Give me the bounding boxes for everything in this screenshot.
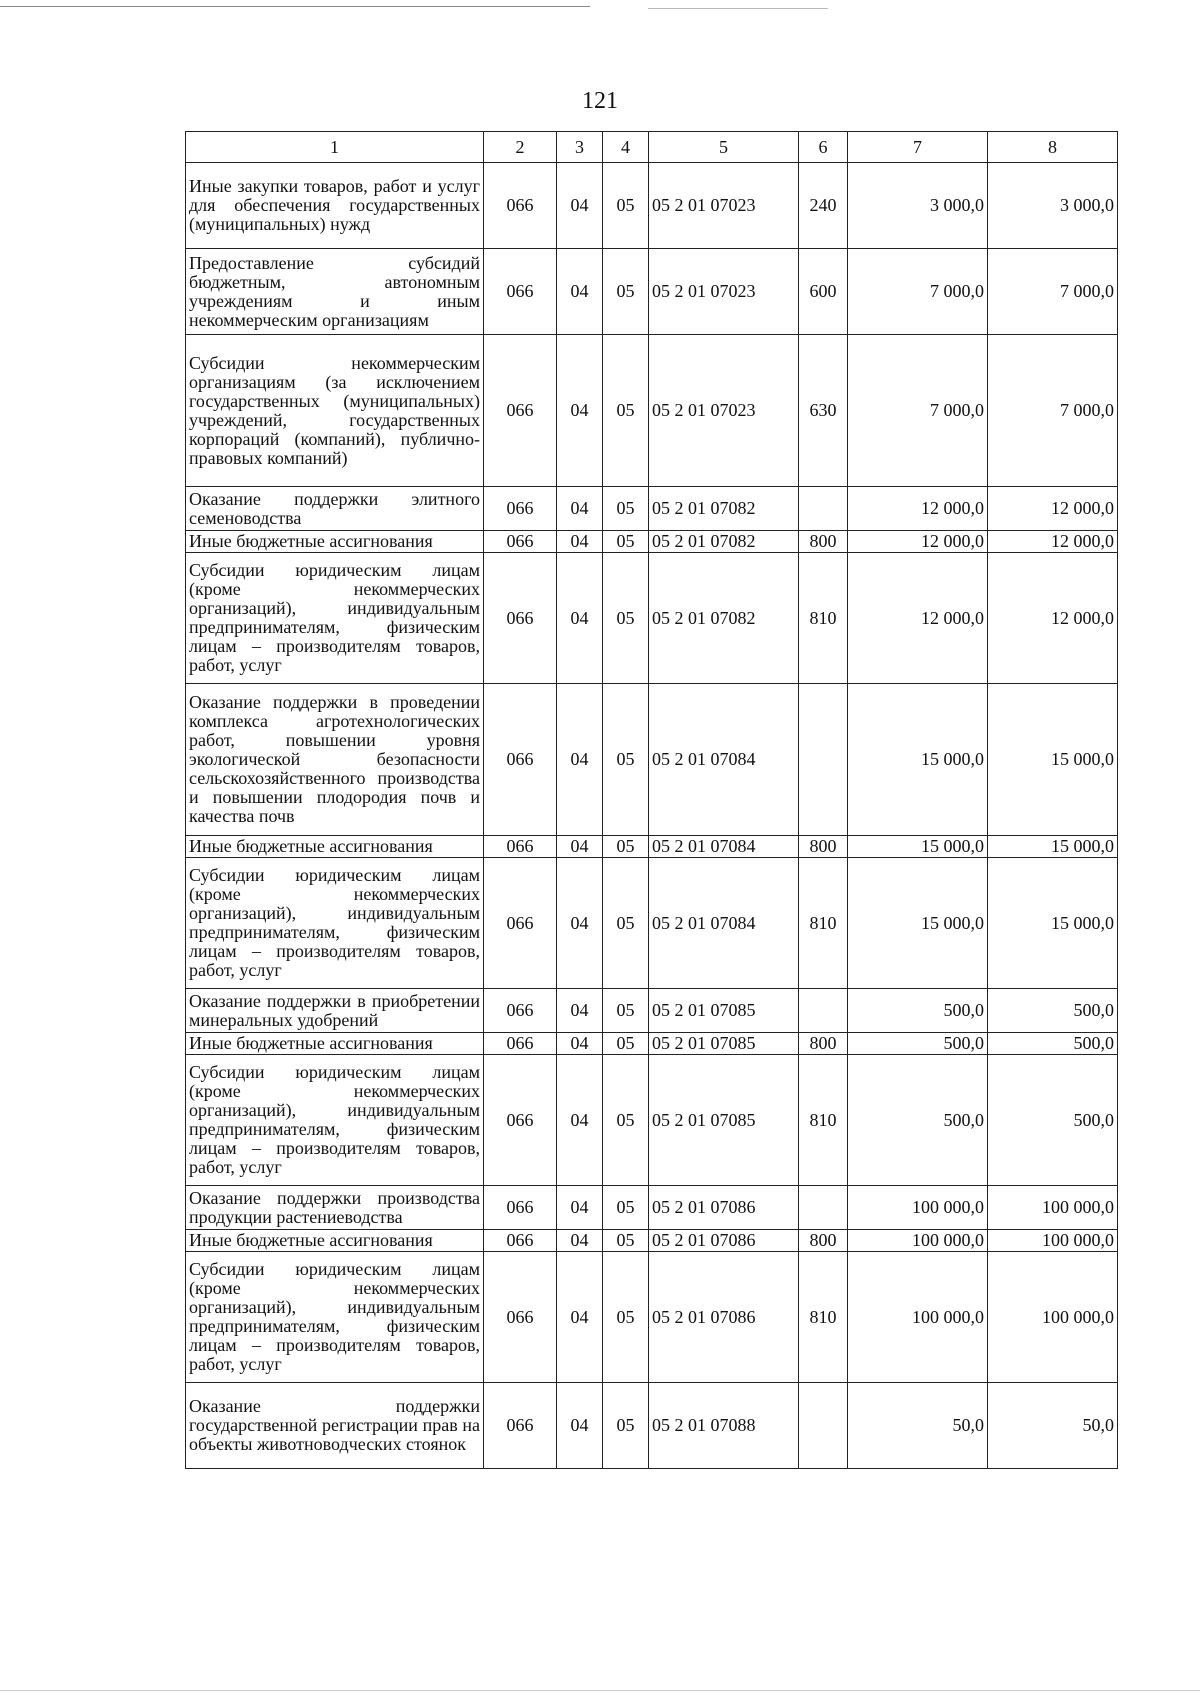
row-code-subsection: 05 [603,836,649,858]
row-code-subsection: 05 [603,858,649,989]
row-code-section: 04 [557,531,603,553]
row-code-ministry: 066 [484,487,557,531]
row-amount-year2: 100 000,0 [988,1252,1118,1383]
row-code-ministry: 066 [484,249,557,335]
row-amount-year1: 15 000,0 [848,684,988,836]
table-row [186,163,1118,249]
row-amount-year1: 100 000,0 [848,1252,988,1383]
row-code-target: 05 2 01 07088 [649,1383,799,1469]
row-code-section: 04 [557,836,603,858]
row-name: Иные закупки товаров, работ и услуг для обеспечения государственных (муниципальных) нужд [186,163,484,249]
row-name: Субсидии юридическим лицам (кроме некоммерческих организаций), индивидуальным предпринимателям, физическим лицам – производителям товаров, работ, услуг [186,1252,484,1383]
row-code-ministry: 066 [484,858,557,989]
row-code-subsection: 05 [603,1252,649,1383]
row-amount-year1: 7 000,0 [848,335,988,487]
header-col-6: 6 [799,132,848,163]
row-amount-year1: 12 000,0 [848,531,988,553]
row-code-ministry: 066 [484,531,557,553]
row-code-target: 05 2 01 07023 [649,335,799,487]
row-code-target: 05 2 01 07085 [649,1055,799,1186]
row-amount-year1: 100 000,0 [848,1230,988,1252]
row-amount-year2: 7 000,0 [988,249,1118,335]
row-amount-year2: 100 000,0 [988,1230,1118,1252]
row-amount-year1: 50,0 [848,1383,988,1469]
row-amount-year2: 500,0 [988,1055,1118,1186]
header-col-2: 2 [484,132,557,163]
scan-edge-top-right [648,8,828,9]
row-code-target: 05 2 01 07084 [649,684,799,836]
table-row [186,553,1118,684]
row-amount-year1: 500,0 [848,1055,988,1186]
row-code-section: 04 [557,1033,603,1055]
row-name: Оказание поддержки в приобретении минеральных удобрений [186,989,484,1033]
row-amount-year2: 500,0 [988,989,1118,1033]
row-name: Иные бюджетные ассигнования [186,1230,484,1252]
row-amount-year1: 15 000,0 [848,836,988,858]
row-code-subsection: 05 [603,249,649,335]
table-row [186,1252,1118,1383]
row-code-section: 04 [557,335,603,487]
row-amount-year1: 100 000,0 [848,1186,988,1230]
row-code-expense-type: 810 [799,1055,848,1186]
row-code-subsection: 05 [603,1055,649,1186]
row-code-expense-type: 800 [799,531,848,553]
row-code-expense-type [799,989,848,1033]
row-code-ministry: 066 [484,1230,557,1252]
row-code-subsection: 05 [603,531,649,553]
row-code-expense-type: 630 [799,335,848,487]
row-code-target: 05 2 01 07084 [649,858,799,989]
row-code-ministry: 066 [484,1186,557,1230]
row-name: Оказание поддержки элитного семеноводства [186,487,484,531]
row-amount-year2: 12 000,0 [988,531,1118,553]
table-row [186,836,1118,858]
row-code-subsection: 05 [603,1383,649,1469]
row-code-section: 04 [557,163,603,249]
row-code-section: 04 [557,1383,603,1469]
table-row [186,487,1118,531]
row-code-ministry: 066 [484,1383,557,1469]
table-row [186,249,1118,335]
budget-table [185,131,1118,1469]
row-code-target: 05 2 01 07086 [649,1186,799,1230]
row-amount-year1: 15 000,0 [848,858,988,989]
row-code-target: 05 2 01 07023 [649,163,799,249]
row-code-section: 04 [557,1252,603,1383]
table-row [186,531,1118,553]
row-code-ministry: 066 [484,1055,557,1186]
header-col-4: 4 [603,132,649,163]
header-col-5: 5 [649,132,799,163]
row-code-target: 05 2 01 07082 [649,553,799,684]
table-row [186,1186,1118,1230]
header-row [186,132,1118,163]
row-code-section: 04 [557,553,603,684]
row-code-target: 05 2 01 07082 [649,531,799,553]
row-code-expense-type [799,487,848,531]
row-code-expense-type: 240 [799,163,848,249]
row-name: Предоставление субсидий бюджетным, автономным учреждениям и иным некоммерческим организациям [186,249,484,335]
row-code-target: 05 2 01 07086 [649,1230,799,1252]
row-code-subsection: 05 [603,335,649,487]
row-amount-year2: 15 000,0 [988,858,1118,989]
row-code-target: 05 2 01 07082 [649,487,799,531]
row-code-expense-type: 600 [799,249,848,335]
row-code-subsection: 05 [603,163,649,249]
header-col-7: 7 [848,132,988,163]
header-col-8: 8 [988,132,1118,163]
row-amount-year1: 500,0 [848,1033,988,1055]
row-amount-year2: 12 000,0 [988,553,1118,684]
row-amount-year2: 3 000,0 [988,163,1118,249]
row-name: Оказание поддержки производства продукции растениеводства [186,1186,484,1230]
row-amount-year1: 12 000,0 [848,487,988,531]
row-code-expense-type [799,684,848,836]
row-code-subsection: 05 [603,1230,649,1252]
row-name: Иные бюджетные ассигнования [186,1033,484,1055]
row-name: Иные бюджетные ассигнования [186,531,484,553]
row-amount-year2: 500,0 [988,1033,1118,1055]
row-code-target: 05 2 01 07085 [649,1033,799,1055]
row-code-section: 04 [557,684,603,836]
row-code-subsection: 05 [603,989,649,1033]
row-code-ministry: 066 [484,553,557,684]
row-code-target: 05 2 01 07023 [649,249,799,335]
header-col-1: 1 [186,132,484,163]
row-amount-year1: 12 000,0 [848,553,988,684]
row-name: Оказание поддержки в проведении комплекса агротехнологических работ, повышении уровня экологической безопасности сельскохозяйственного производства и повышении плодородия почв и качества почв [186,684,484,836]
row-code-subsection: 05 [603,1186,649,1230]
row-code-ministry: 066 [484,836,557,858]
row-amount-year2: 100 000,0 [988,1186,1118,1230]
row-code-expense-type: 800 [799,1230,848,1252]
row-code-section: 04 [557,249,603,335]
row-name: Иные бюджетные ассигнования [186,836,484,858]
row-code-subsection: 05 [603,487,649,531]
row-code-target: 05 2 01 07086 [649,1252,799,1383]
row-code-target: 05 2 01 07085 [649,989,799,1033]
table-row [186,1383,1118,1469]
row-amount-year1: 7 000,0 [848,249,988,335]
row-code-ministry: 066 [484,1252,557,1383]
table-row [186,1055,1118,1186]
row-code-expense-type: 810 [799,858,848,989]
scan-edge-bottom [0,1690,1200,1691]
row-amount-year2: 12 000,0 [988,487,1118,531]
row-code-expense-type: 810 [799,553,848,684]
row-code-expense-type: 800 [799,1033,848,1055]
row-code-subsection: 05 [603,553,649,684]
row-code-subsection: 05 [603,684,649,836]
row-code-section: 04 [557,487,603,531]
row-name: Субсидии юридическим лицам (кроме некоммерческих организаций), индивидуальным предпринимателям, физическим лицам – производителям товаров, работ, услуг [186,553,484,684]
table-row [186,858,1118,989]
row-code-ministry: 066 [484,989,557,1033]
row-amount-year2: 7 000,0 [988,335,1118,487]
row-name: Оказание поддержки государственной регистрации прав на объекты животноводческих стоянок [186,1383,484,1469]
row-amount-year2: 15 000,0 [988,684,1118,836]
row-code-target: 05 2 01 07084 [649,836,799,858]
table-row [186,335,1118,487]
row-amount-year2: 15 000,0 [988,836,1118,858]
row-code-section: 04 [557,989,603,1033]
row-code-ministry: 066 [484,335,557,487]
row-code-section: 04 [557,1186,603,1230]
row-code-expense-type: 800 [799,836,848,858]
table-row [186,684,1118,836]
row-code-expense-type [799,1383,848,1469]
row-name: Субсидии некоммерческим организациям (за исключением государственных (муниципальных) учреждений, государственных корпораций (компаний), публично-правовых компаний) [186,335,484,487]
table-row [186,989,1118,1033]
header-col-3: 3 [557,132,603,163]
row-amount-year1: 3 000,0 [848,163,988,249]
row-code-expense-type [799,1186,848,1230]
row-code-section: 04 [557,858,603,989]
row-amount-year2: 50,0 [988,1383,1118,1469]
table-row [186,1033,1118,1055]
row-code-subsection: 05 [603,1033,649,1055]
table-row [186,1230,1118,1252]
row-code-expense-type: 810 [799,1252,848,1383]
row-code-ministry: 066 [484,163,557,249]
row-amount-year1: 500,0 [848,989,988,1033]
row-code-ministry: 066 [484,684,557,836]
row-code-section: 04 [557,1230,603,1252]
row-code-section: 04 [557,1055,603,1186]
scan-edge-top [0,6,590,7]
page-number: 121 [582,88,618,114]
row-code-ministry: 066 [484,1033,557,1055]
row-name: Субсидии юридическим лицам (кроме некоммерческих организаций), индивидуальным предпринимателям, физическим лицам – производителям товаров, работ, услуг [186,1055,484,1186]
row-name: Субсидии юридическим лицам (кроме некоммерческих организаций), индивидуальным предпринимателям, физическим лицам – производителям товаров, работ, услуг [186,858,484,989]
